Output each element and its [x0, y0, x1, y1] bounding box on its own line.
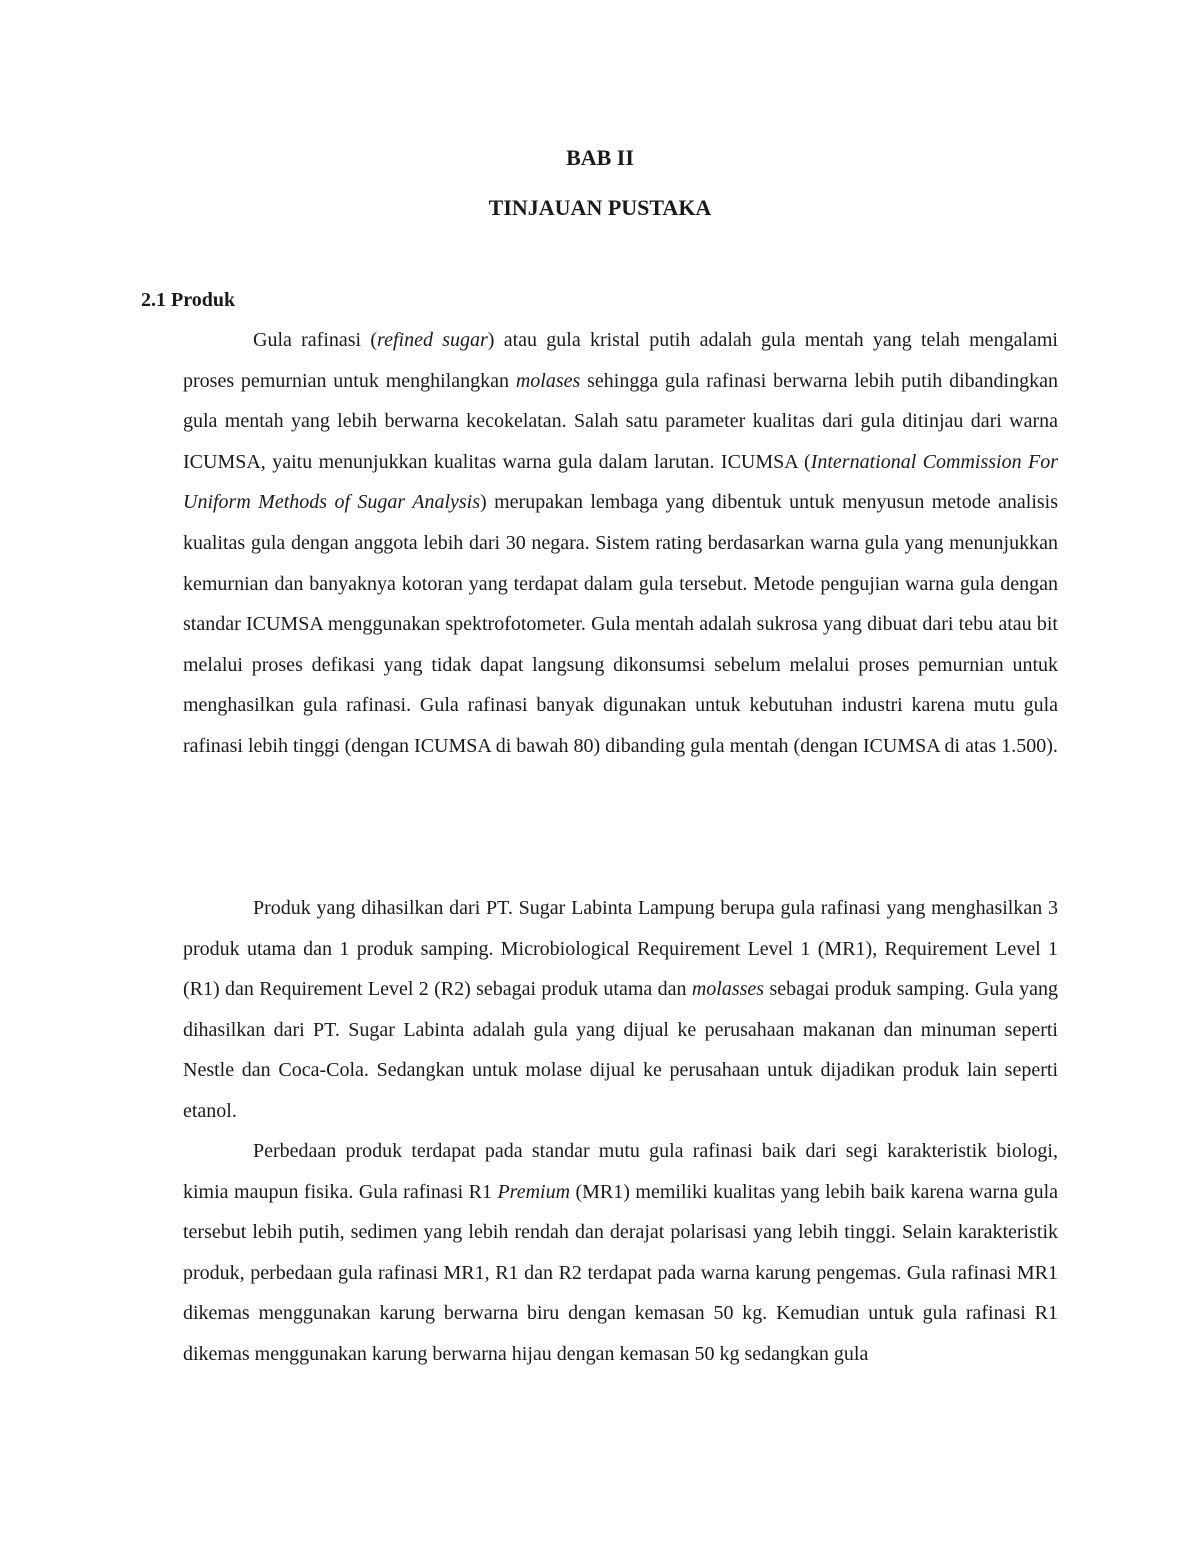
paragraph-text: sebagai produk samping. Gula yang dihasilkan dari PT. Sugar Labinta adalah gula yang dijual ke perusahaan makanan dan minuman seperti Nestle dan Coca-Cola. Sedangkan untuk molase dijual ke perusahaan untuk dijadikan produk lain seperti etanol. — [183, 978, 1058, 1122]
section-heading: 2.1 Produk — [141, 289, 236, 311]
paragraph-text: Gula rafinasi ( — [253, 329, 378, 351]
italic-term: refined sugar — [377, 329, 488, 351]
chapter-title: TINJAUAN PUSTAKA — [488, 195, 712, 220]
italic-term: Premium — [497, 1180, 571, 1203]
paragraph-text: Perbedaan produk terdapat pada standar mutu gula rafinasi baik dari segi karakteristik biologi, kimia maupun fisika. Gula rafinasi R1 — [183, 1140, 1058, 1203]
paragraph-definition — [183, 320, 1058, 767]
italic-term: molasses — [691, 978, 765, 1001]
paragraph-text: (MR1) memiliki kualitas yang lebih baik karena warna gula tersebut lebih putih, sedimen yang lebih rendah dan derajat polarisasi yang lebih tinggi. Selain karakteristik produk, perbedaan gula rafinasi MR1, R1 dan R2 terdapat pada warna karung pengemas. Gula rafinasi MR1 dikemas menggunakan karung berwarna biru dengan kemasan 50 kg. Kemudian untuk gula rafinasi R1 dikemas menggunakan karung berwarna hijau dengan kemasan 50 kg sedangkan gula — [183, 1180, 1059, 1365]
paragraph-text: ) atau gula kristal putih adalah gula mentah yang telah mengalami proses pemurnian untuk menghilangkan — [183, 329, 1058, 392]
italic-term: molases — [515, 369, 581, 392]
italic-term: International Commission For Uniform Methods of Sugar Analysis — [183, 450, 1058, 514]
chapter-label: BAB II — [566, 145, 634, 170]
paragraph-text: sehingga gula rafinasi berwarna lebih putih dibandingkan gula mentah yang lebih berwarna kecokelatan. Salah satu parameter kualitas dari gula ditinjau dari warna ICUMSA, yaitu menunjukkan kualitas warna gula dalam larutan. ICUMSA ( — [183, 369, 1058, 473]
paragraph-text: Produk yang dihasilkan dari PT. Sugar Labinta Lampung berupa gula rafinasi yang menghasilkan 3 produk utama dan 1 produk samping. Microbiological Requirement Level 1 (MR1), Requirement Level 1 (R1) dan Requirement Level 2 (R2) sebagai produk utama dan — [183, 897, 1058, 1001]
paragraph-differences — [183, 1131, 1058, 1375]
paragraph-text: ) merupakan lembaga yang dibentuk untuk menyusun metode analisis kualitas gula dengan anggota lebih dari 30 negara. Sistem rating berdasarkan warna gula yang menunjukkan kemurnian dan banyaknya kotoran yang terdapat dalam gula tersebut. Metode pengujian warna gula dengan standar ICUMSA menggunakan spektrofotometer. Gula mentah adalah sukrosa yang dibuat dari tebu atau bit melalui proses defikasi yang tidak dapat langsung dikonsumsi sebelum melalui proses pemurnian untuk menghasilkan gula rafinasi. Gula rafinasi banyak digunakan untuk kebutuhan industri karena mutu gula rafinasi lebih tinggi (dengan ICUMSA di bawah 80) dibanding gula mentah (dengan ICUMSA di atas 1.500). — [183, 491, 1058, 757]
paragraph-products — [183, 888, 1058, 1132]
